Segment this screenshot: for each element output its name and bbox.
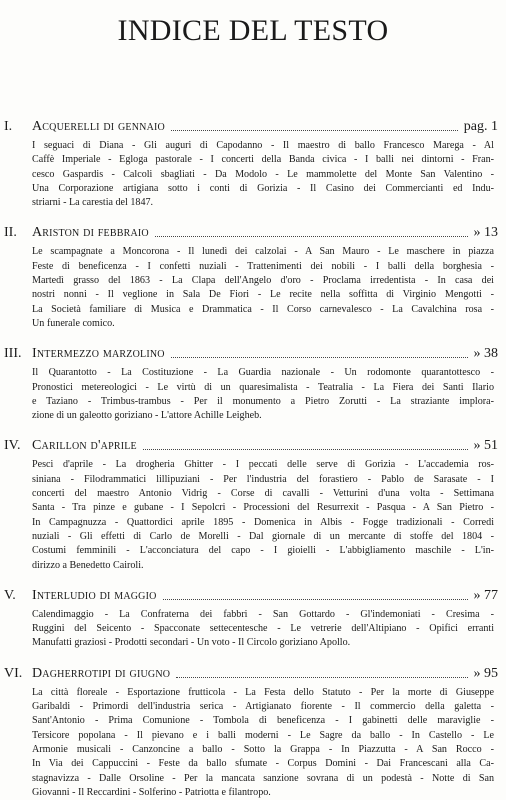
chapter-title: Ariston di febbraio (32, 225, 149, 241)
chapter-number: III. (4, 346, 22, 362)
page-reference: » 51 (473, 438, 498, 454)
summary-line: e Taziano - Trimbus-trambus - Per il monumento a Pietro Zorutti - La straziante implora- (32, 395, 494, 407)
chapter-number: I. (4, 119, 13, 134)
summary-line: zione di un galeotto goriziano - L'attore Achille Leigheb. (32, 410, 262, 422)
summary-line: Una Corporazione artigiana sotto i conti di Gorizia - Il Casino dei Commercianti ed Indu- (32, 182, 494, 194)
summary-line: Un funerale comico. (32, 317, 115, 329)
chapter-title: Acquerelli di gennaio (32, 119, 165, 134)
chapter-title: Dagherrotipi di giugno (32, 665, 171, 681)
summary-line: concerti del maestro Antonio Vidrig - Corse di cavalli - Vetturini d'una volta - Settimana (32, 488, 494, 500)
dot-leader (163, 599, 468, 600)
toc-entry (0, 587, 506, 651)
toc-entry-header (0, 118, 506, 135)
summary-line: In Via dei Cappuccini - Feste da ballo sfumate - Corpus Domini - Dai Francescani alla Ca- (32, 758, 494, 770)
chapter-summary (32, 139, 494, 210)
summary-line: Il Quarantotto - La Costituzione - La Guardia nazionale - Un rodomonte quarantottesco - (32, 367, 494, 379)
summary-line: Sant'Antonio - Prima Comunione - Tombola di beneficenza - I gabinetti delle maraviglie - (32, 715, 494, 727)
page-title: INDICE DEL TESTO (117, 14, 389, 47)
page-reference: » 95 (473, 665, 498, 681)
toc-entry (0, 224, 506, 331)
summary-line: Santa - Tra pinze e gubane - I Sepolcri - Processioni del Resurrexit - Pasqua - A San Pietro - (32, 502, 494, 514)
chapter-title: Interludio di maggio (32, 587, 157, 603)
toc-entry (0, 437, 506, 572)
summary-line: In Campagnuzza - Quattordici aprile 1895 - Domenica in Albis - Fogge tradizionali - Corredi (32, 516, 494, 528)
table-of-contents (0, 118, 506, 800)
page-reference: » 38 (473, 346, 498, 362)
toc-entry-header (0, 665, 506, 682)
summary-line: Caffè Imperiale - Egloga pastorale - I concerti della Banda civica - I balli nei dintorni - Fran- (32, 154, 494, 166)
dot-leader (176, 677, 468, 678)
toc-entry-header (0, 437, 506, 454)
dot-leader (171, 130, 458, 131)
summary-line: La Società familiare di Musica e Drammatica - Il Corso carnevalesco - La Cavalchina rosa - (32, 303, 494, 315)
summary-line: Pesci d'aprile - La drogheria Ghitter - I peccati delle serve di Gorizia - L'accademia ros- (32, 459, 494, 471)
chapter-title: Intermezzo marzolino (32, 346, 165, 362)
summary-line: stagnavizza - Dalle Orsoline - Per la mancata sanzione sovrana di un podestà - Notte di San (32, 772, 494, 784)
summary-line: Le scampagnate a Moncorona - Il lunedì dei calzolai - A San Mauro - Le maschere in piazza (32, 246, 494, 258)
page-reference: pag. 1 (463, 119, 498, 134)
summary-line: Giovanni - Il Reccardini - Solferino - Patriotta e filantropo. (32, 786, 271, 798)
summary-line: I seguaci di Diana - Gli auguri di Capodanno - Il maestro di ballo Francesco Marega - Al (32, 140, 494, 151)
chapter-summary (32, 245, 494, 331)
summary-line: cesco Gaspardis - Calcoli sbagliati - Da Modolo - Le mammolette del Monte San Valentino - (32, 168, 494, 180)
chapter-number: V. (4, 587, 16, 603)
summary-line: Costumi femminili - L'acconciatura del capo - I gioielli - L'abbigliamento maschile - L'in- (32, 545, 494, 557)
summary-line: Tersicore popolana - Il pievano e i balli moderni - Le Sagre da ballo - In Castello - Le (32, 729, 494, 741)
summary-line: Garibaldi - Primordi dell'industria serica - Artigianato fiorente - Il commercio della galetta - (32, 701, 494, 713)
summary-line: striarni - La carestia del 1847. (32, 197, 154, 209)
summary-line: nostri nonni - Il veglione in Sala De Fiori - Le recite nella soffitta di Virginio Mengotti - (32, 289, 494, 301)
toc-entry-header (0, 224, 506, 241)
chapter-summary (32, 686, 494, 800)
toc-entry (0, 345, 506, 423)
summary-line: Calendimaggio - La Confraterna dei fabbri - San Gottardo - Gl'indemoniati - Cresima - (32, 608, 494, 620)
chapter-summary (32, 458, 494, 572)
summary-line: Martedì grasso del 1863 - La Clapa dell'Angelo d'oro - Proclama irredentista - In casa dei (32, 275, 494, 287)
chapter-title: Carillon d'aprile (32, 438, 137, 454)
summary-line: Armonie musicali - Canzoncine a ballo - Sotto la Grappa - In Piazzutta - A San Rocco - (32, 743, 494, 755)
toc-entry (0, 665, 506, 800)
summary-line: Feste di beneficenza - I confetti nuziali - Trattenimenti dei nobili - I balli della borghesia - (32, 260, 494, 272)
summary-line: dirizzo a Benedetto Cairoli. (32, 559, 144, 571)
toc-entry-header (0, 587, 506, 604)
page-reference: » 77 (473, 587, 498, 603)
toc-entry-header (0, 345, 506, 362)
dot-leader (155, 236, 468, 237)
chapter-summary (32, 608, 494, 651)
dot-leader (143, 449, 468, 450)
toc-entry (0, 118, 506, 210)
chapter-number: II. (4, 225, 17, 241)
summary-line: Pronostici metereologici - Le virtù di un quaresimalista - Teatralia - La Fiera dei Santi Ilario (32, 381, 494, 393)
summary-line: nuziali - Gli effetti di Carlo de Morelli - Dal giornale di un mercante di stoffe del 1804 - (32, 530, 494, 542)
dot-leader (171, 357, 468, 358)
chapter-summary (32, 366, 494, 423)
summary-line: La città floreale - Esportazione frutticola - La Festa dello Statuto - Per la morte di Giuseppe (32, 686, 494, 698)
summary-line: siniana - Filodrammatici lillipuziani - Per l'industria del forastiero - Pablo de Sarasate - I (32, 473, 494, 485)
summary-line: Ruggini del Seicento - Spacconate settecentesche - Le vetrerie dell'Altipiano - Opifici erranti (32, 623, 494, 635)
summary-line: Manufatti graziosi - Prodotti secondari - Un voto - Il Circolo goriziano Apollo. (32, 637, 351, 649)
page-reference: » 13 (473, 225, 498, 241)
chapter-number: VI. (4, 665, 23, 681)
chapter-number: IV. (4, 438, 21, 454)
